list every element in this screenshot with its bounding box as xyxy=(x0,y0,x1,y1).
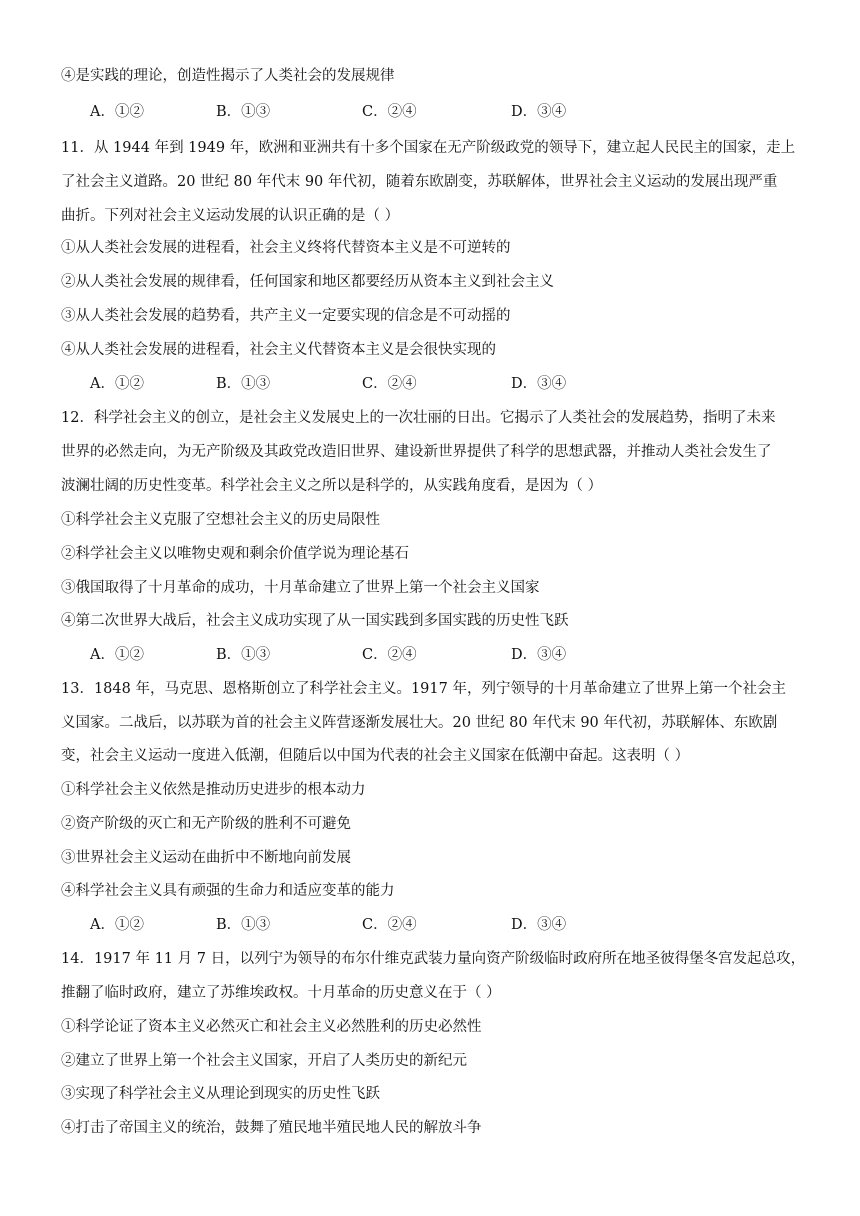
q14-stem-line-2: 推翻了临时政府，建立了苏维埃政权。十月革命的历史意义在于（ ） xyxy=(61,985,501,1001)
q10-option-c[interactable]: C．②④ xyxy=(362,104,417,120)
q12-option-a[interactable]: A．①② xyxy=(90,647,144,663)
q11-stem-line-2: 了社会主义道路。20 世纪 80 年代末 90 年代初，随着东欧剧变，苏联解体，世界社会主义运动的发展出现严重 xyxy=(61,174,778,190)
q11-option-b[interactable]: B．①③ xyxy=(216,376,271,392)
q14-item-2: ②建立了世界上第一个社会主义国家，开启了人类历史的新纪元 xyxy=(61,1053,467,1069)
q10-item-4: ④是实践的理论，创造性揭示了人类社会的发展规律 xyxy=(61,68,395,84)
q12-stem-line-3: 波澜壮阔的历史性变革。科学社会主义之所以是科学的，从实践角度看，是因为（ ） xyxy=(61,478,603,494)
q11-option-a[interactable]: A．①② xyxy=(90,376,144,392)
q13-options xyxy=(90,915,610,935)
q13-item-4: ④科学社会主义具有顽强的生命力和适应变革的能力 xyxy=(61,883,395,899)
q13-stem-line-3: 变，社会主义运动一度进入低潮，但随后以中国为代表的社会主义国家在低潮中奋起。这表明（ ） xyxy=(61,748,690,764)
q12-stem-line-1: 12．科学社会主义的创立，是社会主义发展史上的一次壮丽的日出。它揭示了人类社会的发展趋势，指明了未来 xyxy=(61,410,776,426)
q11-option-d[interactable]: D．③④ xyxy=(511,376,567,392)
q10-option-d[interactable]: D．③④ xyxy=(511,104,567,120)
q13-item-1: ①科学社会主义依然是推动历史进步的根本动力 xyxy=(61,782,366,798)
q12-item-2: ②科学社会主义以唯物史观和剩余价值学说为理论基石 xyxy=(61,546,409,562)
q13-option-d[interactable]: D．③④ xyxy=(511,917,567,933)
q13-item-2: ②资产阶级的灭亡和无产阶级的胜利不可避免 xyxy=(61,816,351,832)
q12-item-3: ③俄国取得了十月革命的成功，十月革命建立了世界上第一个社会主义国家 xyxy=(61,580,540,596)
q13-option-c[interactable]: C．②④ xyxy=(362,917,417,933)
q11-option-c[interactable]: C．②④ xyxy=(362,376,417,392)
q13-stem-line-2: 义国家。二战后，以苏联为首的社会主义阵营逐渐发展壮大。20 世纪 80 年代末 90 年代初，苏联解体、东欧剧 xyxy=(61,715,778,731)
q11-item-2: ②从人类社会发展的规律看，任何国家和地区都要经历从资本主义到社会主义 xyxy=(61,274,554,290)
q10-option-a[interactable]: A．①② xyxy=(90,104,144,120)
q10-option-b[interactable]: B．①③ xyxy=(216,104,271,120)
q12-item-1: ①科学社会主义克服了空想社会主义的历史局限性 xyxy=(61,512,380,528)
q14-item-3: ③实现了科学社会主义从理论到现实的历史性飞跃 xyxy=(61,1086,380,1102)
q14-stem-line-1: 14．1917 年 11 月 7 日，以列宁为领导的布尔什维克武装力量向资产阶级临时政府所在地圣彼得堡冬宫发起总攻， xyxy=(61,951,806,967)
q14-item-4: ④打击了帝国主义的统治，鼓舞了殖民地半殖民地人民的解放斗争 xyxy=(61,1120,482,1136)
q13-option-a[interactable]: A．①② xyxy=(90,917,144,933)
q11-item-3: ③从人类社会发展的趋势看，共产主义一定要实现的信念是不可动摇的 xyxy=(61,308,511,324)
q11-item-1: ①从人类社会发展的进程看，社会主义终将代替资本主义是不可逆转的 xyxy=(61,240,511,256)
q12-options xyxy=(90,645,610,665)
q11-stem-line-3: 曲折。下列对社会主义运动发展的认识正确的是（ ） xyxy=(61,208,400,224)
q12-option-b[interactable]: B．①③ xyxy=(216,647,271,663)
q12-option-d[interactable]: D．③④ xyxy=(511,647,567,663)
q11-stem-line-1: 11．从 1944 年到 1949 年，欧洲和亚洲共有十多个国家在无产阶级政党的领导下，建立起人民民主的国家，走上 xyxy=(61,140,796,156)
q11-item-4: ④从人类社会发展的进程看，社会主义代替资本主义是会很快实现的 xyxy=(61,342,496,358)
q13-stem-line-1: 13．1848 年，马克思、恩格斯创立了科学社会主义。1917 年，列宁领导的十月革命建立了世界上第一个社会主 xyxy=(61,681,786,697)
q14-item-1: ①科学论证了资本主义必然灭亡和社会主义必然胜利的历史必然性 xyxy=(61,1019,482,1035)
q12-option-c[interactable]: C．②④ xyxy=(362,647,417,663)
q10-options xyxy=(90,102,610,122)
q12-stem-line-2: 世界的必然走向，为无产阶级及其政党改造旧世界、建设新世界提供了科学的思想武器，并推动人类社会发生了 xyxy=(61,444,772,460)
q13-option-b[interactable]: B．①③ xyxy=(216,917,271,933)
q13-item-3: ③世界社会主义运动在曲折中不断地向前发展 xyxy=(61,850,351,866)
q12-item-4: ④第二次世界大战后，社会主义成功实现了从一国实践到多国实践的历史性飞跃 xyxy=(61,613,569,629)
q11-options xyxy=(90,374,610,394)
